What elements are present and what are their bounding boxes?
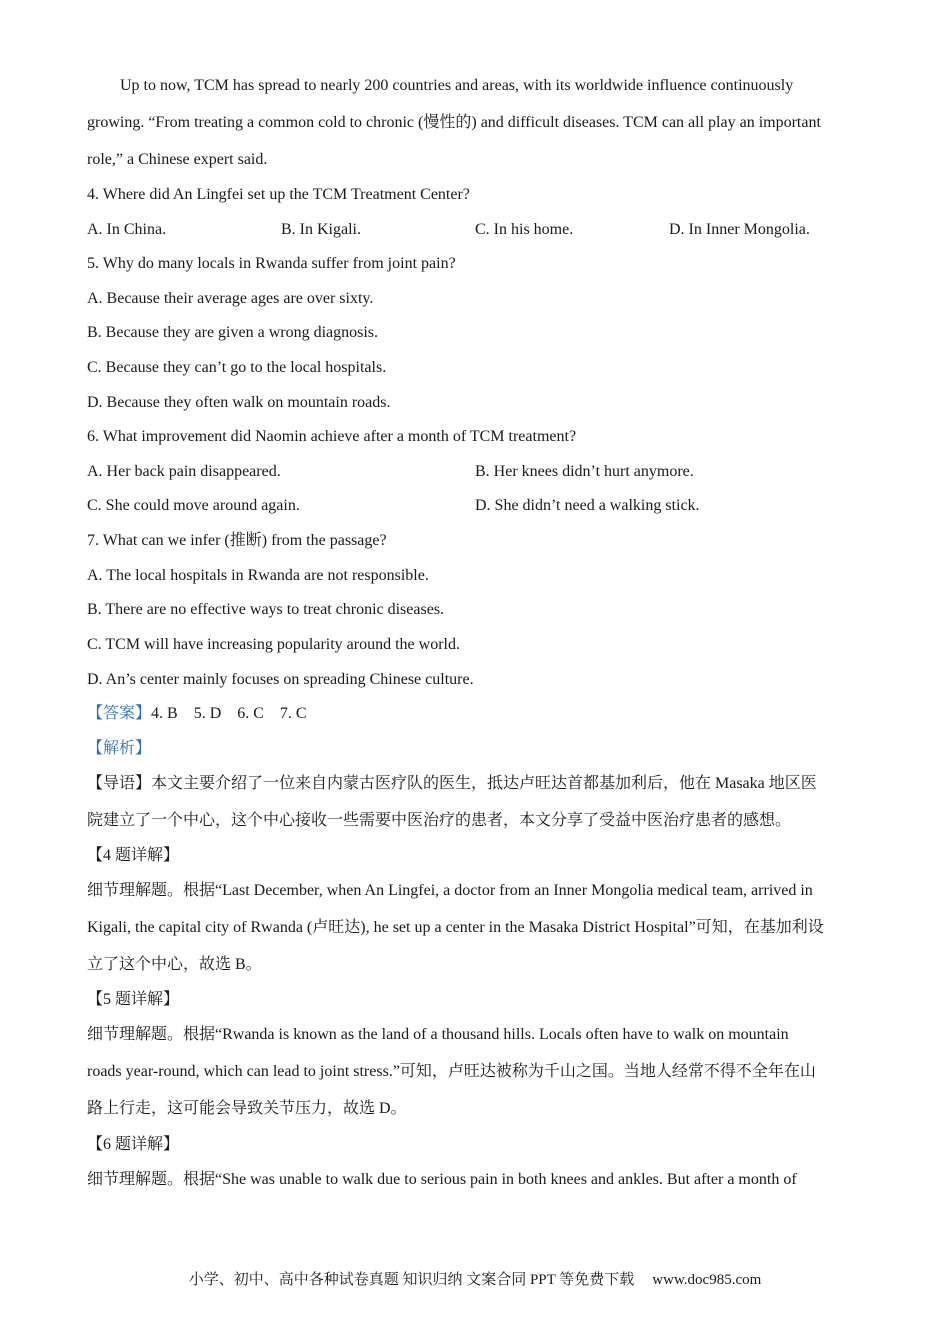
answer-line: [87, 704, 307, 724]
detail-4-line: Kigali, the capital city of Rwanda (卢旺达), he set up a center in the Masaka District Hospital”可知，在基加利设: [87, 919, 824, 936]
q5-option-c: C. Because they can’t go to the local hospitals.: [87, 359, 387, 376]
guide-line: 院建立了一个中心，这个中心接收一些需要中医治疗的患者，本文分享了受益中医治疗患者的感想。: [87, 812, 792, 829]
q4-option-c: C. In his home.: [475, 221, 574, 238]
q5-option-d: D. Because they often walk on mountain roads.: [87, 394, 391, 411]
q7-option-d: D. An’s center mainly focuses on spreading Chinese culture.: [87, 671, 474, 688]
q4-option-d: D. In Inner Mongolia.: [669, 221, 810, 238]
footer-site: www.doc985.com: [652, 1272, 762, 1288]
question-6-stem: 6. What improvement did Naomin achieve after a month of TCM treatment?: [87, 428, 577, 445]
q4-option-b: B. In Kigali.: [281, 221, 361, 238]
q7-option-b: B. There are no effective ways to treat chronic diseases.: [87, 601, 445, 618]
answer-text: 4. B 5. D 6. C 7. C: [151, 705, 307, 722]
question-7-stem: 7. What can we infer (推断) from the passage?: [87, 532, 387, 549]
detail-5-heading: 【5 题详解】: [87, 991, 180, 1008]
detail-4-heading: 【4 题详解】: [87, 847, 180, 864]
q5-option-b: B. Because they are given a wrong diagnosis.: [87, 324, 379, 341]
detail-6-heading: 【6 题详解】: [87, 1136, 180, 1153]
q6-option-c: C. She could move around again.: [87, 497, 300, 514]
q7-option-c: C. TCM will have increasing popularity around the world.: [87, 636, 460, 653]
q7-option-a: A. The local hospitals in Rwanda are not responsible.: [87, 567, 429, 584]
footer-text: 小学、初中、高中各种试卷真题 知识归纳 文案合同 PPT 等免费下载: [188, 1272, 635, 1288]
detail-4-line: 细节理解题。根据“Last December, when An Lingfei, a doctor from an Inner Mongolia medical team, arrived in: [87, 882, 813, 899]
passage-line: growing. “From treating a common cold to chronic (慢性的) and difficult diseases. TCM can all play an important: [87, 114, 821, 131]
q6-option-d: D. She didn’t need a walking stick.: [475, 497, 700, 514]
q5-option-a: A. Because their average ages are over sixty.: [87, 290, 374, 307]
guide-line: 【导语】本文主要介绍了一位来自内蒙古医疗队的医生，抵达卢旺达首都基加利后，他在 Masaka 地区医: [87, 775, 817, 792]
question-5-stem: 5. Why do many locals in Rwanda suffer from joint pain?: [87, 255, 456, 272]
analysis-tag: 【解析】: [87, 740, 152, 757]
q6-option-b: B. Her knees didn’t hurt anymore.: [475, 463, 694, 480]
detail-4-line: 立了这个中心，故选 B。: [87, 956, 262, 973]
question-4-stem: 4. Where did An Lingfei set up the TCM Treatment Center?: [87, 186, 470, 203]
q4-option-a: A. In China.: [87, 221, 167, 238]
detail-5-line: 细节理解题。根据“Rwanda is known as the land of a thousand hills. Locals often have to walk on mountain: [87, 1026, 789, 1043]
answer-tag: 【答案】: [87, 705, 152, 722]
detail-5-line: 路上行走，这可能会导致关节压力，故选 D。: [87, 1100, 407, 1117]
passage-line: role,” a Chinese expert said.: [87, 151, 268, 168]
page-footer: [0, 1270, 950, 1290]
detail-6-line: 细节理解题。根据“She was unable to walk due to serious pain in both knees and ankles. But after a month of: [87, 1171, 797, 1188]
detail-5-line: roads year-round, which can lead to joint stress.”可知，卢旺达被称为千山之国。当地人经常不得不全年在山: [87, 1063, 816, 1080]
passage-line: Up to now, TCM has spread to nearly 200 countries and areas, with its worldwide influence continuously: [120, 77, 794, 94]
q6-option-a: A. Her back pain disappeared.: [87, 463, 281, 480]
